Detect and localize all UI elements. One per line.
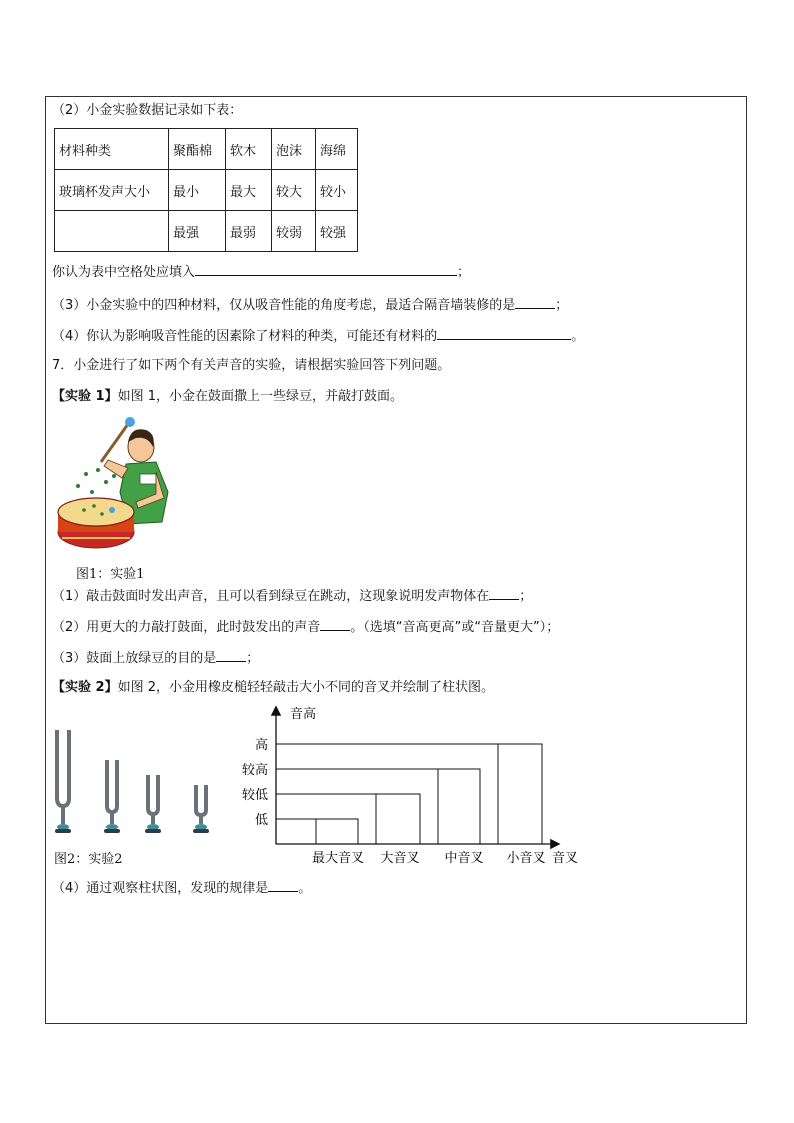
table-cell: 泡沫 [272, 129, 316, 170]
y-tick-label: 低 [254, 813, 268, 828]
table-cell: 最强 [169, 211, 226, 252]
exp2-tag: 【实验 2】 [52, 680, 118, 695]
table-cell: 较弱 [272, 211, 316, 252]
y-tick-label: 较高 [241, 763, 268, 778]
table-cell: 海绵 [316, 129, 358, 170]
punct: 。 [298, 881, 312, 896]
exp1-text: 如图 1，小金在鼓面撒上一些绿豆，并敲打鼓面。 [117, 389, 403, 404]
exp1-tag: 【实验 1】 [52, 389, 118, 404]
table-cell: 最小 [169, 170, 226, 211]
answer-blank[interactable] [268, 879, 298, 892]
table-cell: 最弱 [226, 211, 272, 252]
drumstick [101, 424, 128, 462]
exp2-text: 如图 2，小金用橡皮槌轻轻敲击大小不同的音叉并绘制了柱状图。 [117, 680, 494, 695]
y-tick-label: 高 [254, 738, 268, 753]
bar [376, 794, 420, 844]
q7-p2 [52, 618, 559, 636]
table-cell: 玻璃杯发声大小 [55, 170, 169, 211]
bar [498, 744, 542, 844]
table-row [55, 170, 358, 211]
drumstick-head [125, 417, 135, 427]
x-axis-label: 音叉 [552, 851, 579, 866]
q7-exp2 [52, 680, 494, 696]
table-cell: 较小 [316, 170, 358, 211]
answer-blank[interactable] [437, 327, 571, 340]
q7-p1-text: （1）敲击鼓面时发出声音，且可以看到绿豆在跳动，这现象说明发声物体在 [52, 589, 490, 604]
tuning-forks-illustration [50, 728, 220, 840]
q7-p4 [52, 879, 311, 897]
x-tick-label: 小音叉 [506, 851, 546, 866]
bar-outline [276, 769, 480, 844]
q7-p3 [52, 649, 259, 667]
q6-part2-intro: （2）小金实验数据记录如下表： [52, 103, 243, 118]
bar [438, 769, 480, 844]
tuning-fork-large [107, 760, 117, 824]
table-cell-empty [55, 211, 169, 252]
pitch-bar-chart [240, 700, 590, 872]
x-tick-label: 大音叉 [380, 851, 420, 866]
table-row [55, 211, 358, 252]
table-row [55, 129, 358, 170]
y-tick-labels [242, 737, 268, 828]
q7-exp1 [52, 389, 403, 405]
answer-blank[interactable] [515, 296, 555, 309]
q6-fill-line [52, 263, 470, 281]
fig2-caption: 图2：实验2 [54, 852, 123, 867]
answer-blank[interactable] [216, 649, 246, 662]
q7-p2-end: 。（选填“音高更高”或“音量更大”）； [350, 620, 560, 635]
bars [276, 744, 542, 844]
drum-head [58, 498, 134, 526]
answer-blank[interactable] [489, 587, 519, 600]
bar [316, 819, 358, 844]
q7-p1 [52, 587, 532, 605]
y-axis-label: 音高 [290, 707, 317, 722]
q6-fill-prompt: 你认为表中空格处应填入 [52, 265, 196, 280]
q7-p3-text: （3）鼓面上放绿豆的目的是 [52, 651, 217, 666]
table-cell: 较大 [272, 170, 316, 211]
answer-blank[interactable] [320, 618, 350, 631]
x-tick-labels [312, 850, 546, 866]
table-cell: 较强 [316, 211, 358, 252]
q7-title: 7．小金进行了如下两个有关声音的实验，请根据实验回答下列问题。 [52, 358, 451, 373]
q6-part3-text: （3）小金实验中的四种材料，仅从吸音性能的角度考虑，最适合隔音墙装修的是 [52, 298, 516, 313]
punct: ； [519, 589, 533, 604]
punct: ； [555, 298, 569, 313]
q6-part4 [52, 327, 584, 345]
data-table [54, 128, 358, 252]
y-tick-label: 较低 [241, 788, 268, 803]
table-cell: 软木 [226, 129, 272, 170]
punct: 。 [571, 329, 585, 344]
q6-part4-text: （4）你认为影响吸音性能的因素除了材料的种类，可能还有材料的 [52, 329, 438, 344]
punct: ； [246, 651, 260, 666]
q7-p4-text: （4）通过观察柱状图，发现的规律是 [52, 881, 269, 896]
tuning-fork-medium [148, 775, 158, 824]
table-cell: 材料种类 [55, 129, 169, 170]
bar-outline [276, 819, 358, 844]
tuning-fork-small [196, 785, 206, 824]
tuning-fork-largest [57, 730, 69, 824]
q6-part3 [52, 296, 568, 314]
table-cell: 聚酯棉 [169, 129, 226, 170]
answer-blank[interactable] [195, 263, 457, 276]
table-cell: 最大 [226, 170, 272, 211]
x-tick-label: 最大音叉 [311, 851, 365, 866]
q7-p2-text: （2）用更大的力敲打鼓面，此时鼓发出的声音 [52, 620, 321, 635]
fig1-caption: 图1：实验1 [76, 567, 145, 582]
x-tick-label: 中音叉 [444, 851, 484, 866]
drum-boy-illustration [56, 412, 176, 554]
punct: ； [457, 265, 471, 280]
